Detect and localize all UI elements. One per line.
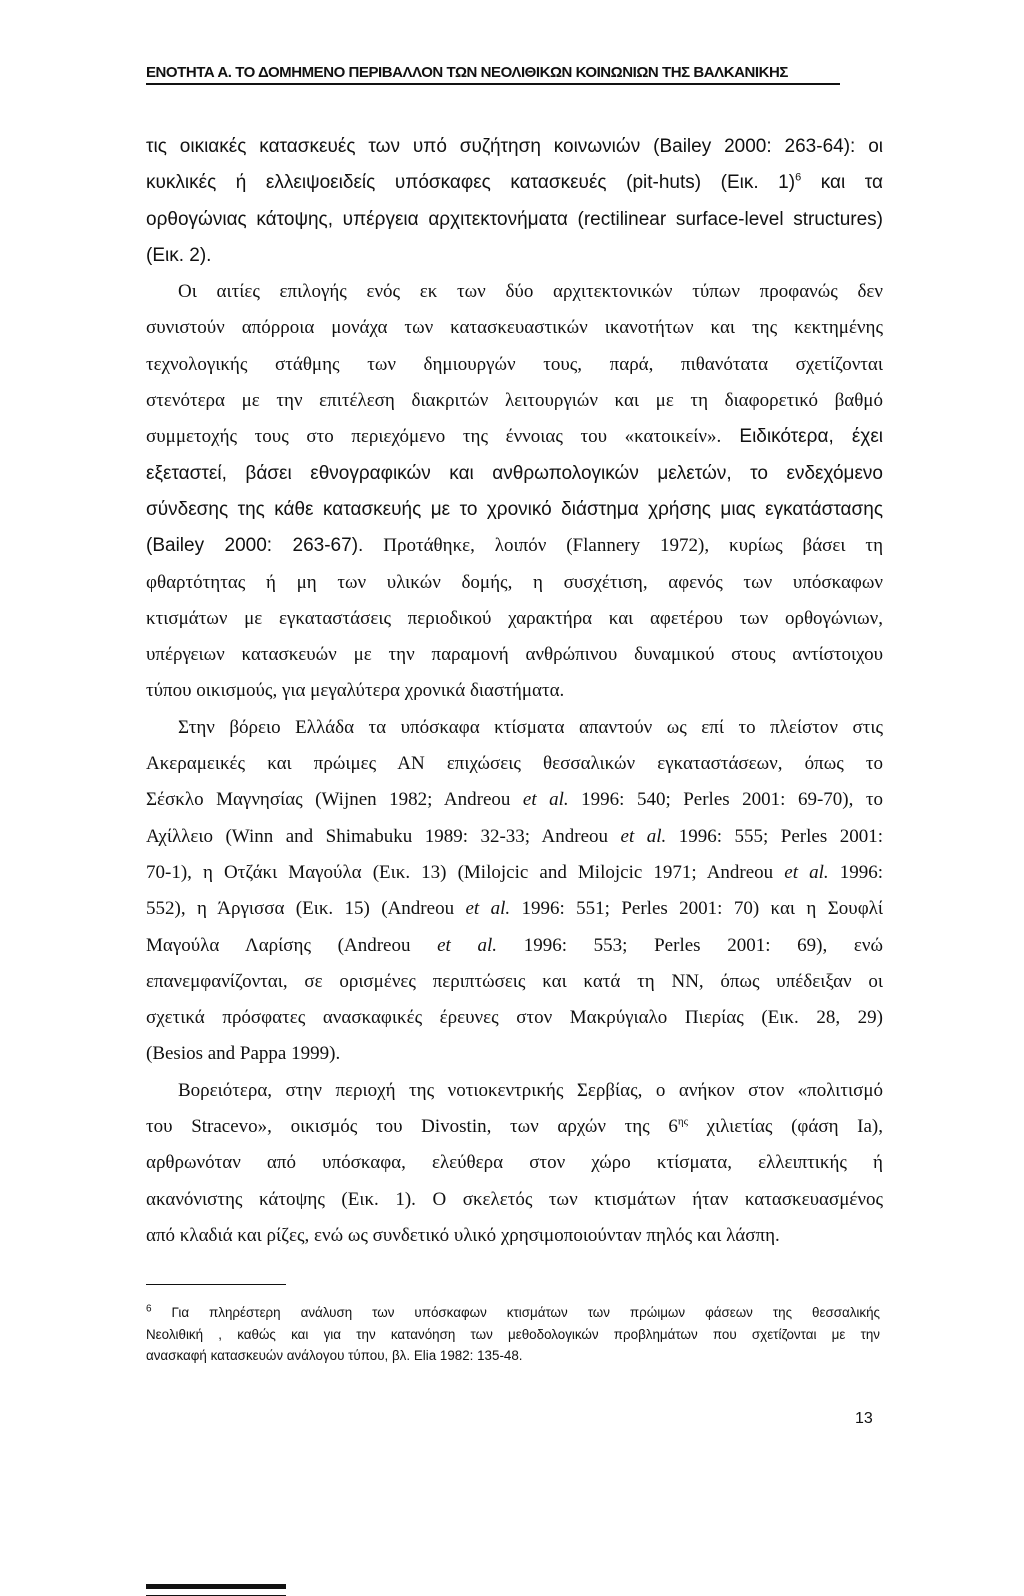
line-text: από κλαδιά και ρίζες, ενώ ως συνδετικό υλικό χρησιμοποιούνταν πηλός και λάσπη. bbox=[146, 1224, 780, 1246]
line-text: επανεμφανίζονται, σε ορισμένες περιπτώσεις και κατά τη ΝΝ, όπως υπέδειξαν οι bbox=[146, 970, 883, 992]
line-text: Βορειότερα, στην περιοχή της νοτιοκεντρικής Σερβίας, ο ανήκον στον «πολιτισμό bbox=[178, 1079, 883, 1101]
text-line bbox=[146, 274, 883, 310]
text-line bbox=[146, 202, 883, 238]
text-line bbox=[146, 710, 883, 746]
paragraph-4 bbox=[146, 1073, 883, 1254]
footnote-text-line: ανασκαφή κατασκευών ανάλογου τύπου, βλ. Elia 1982: 135-48. bbox=[146, 1348, 523, 1363]
body-text bbox=[146, 129, 883, 1254]
footnote-line bbox=[146, 1345, 880, 1367]
line-text: και τα bbox=[801, 172, 883, 194]
line-text: Σέσκλο Μαγνησίας (Wijnen 1982; Andreou bbox=[146, 789, 523, 811]
line-text: τεχνολογικής στάθμης των δημιουργών τους, παρά, πιθανότατα σχετίζονται bbox=[146, 353, 883, 375]
text-line bbox=[146, 819, 883, 855]
footnote-line bbox=[146, 1324, 880, 1346]
text-line bbox=[146, 565, 883, 601]
line-text: Ειδικότερα, έχει bbox=[721, 426, 884, 448]
text-line bbox=[146, 637, 883, 673]
footnote-onpage bbox=[146, 1302, 880, 1367]
text-line bbox=[146, 746, 883, 782]
line-text: 1996: 551; Perles 2001: 70) και η Σουφλί bbox=[510, 898, 883, 920]
line-text: Προτάθηκε, λοιπόν (Flannery 1972), κυρίως βάσει τη bbox=[363, 535, 884, 557]
footnote-text-line: Νεολιθική , καθώς και για την κατανόηση των μεθοδολογικών προβλημάτων που σχετίζονται με την bbox=[146, 1326, 880, 1342]
paragraph-3 bbox=[146, 710, 883, 1073]
line-text: φθαρτότητας ή μη των υλικών δομής, η συσχέτιση, αφενός των υπόσκαφων bbox=[146, 571, 883, 593]
text-line bbox=[146, 891, 883, 927]
line-text: τις οικιακές κατασκευές των υπό συζήτηση κοινωνιών (Bailey 2000: 263-64): οι bbox=[146, 136, 883, 157]
text-line bbox=[146, 456, 883, 492]
line-text: 1996: bbox=[828, 861, 883, 883]
line-text: 552), η Άργισσα (Εικ. 15) (Andreou bbox=[146, 898, 466, 920]
paragraph-2 bbox=[146, 274, 883, 710]
text-line bbox=[146, 928, 883, 964]
text-line bbox=[146, 383, 883, 419]
footnote-number: 6 bbox=[146, 1303, 152, 1315]
text-line bbox=[146, 238, 883, 274]
line-text: κυκλικές ή ελλειψοειδείς υπόσκαφες κατασκευές (pit-huts) (Εικ. 1) bbox=[146, 172, 796, 194]
line-text: εξεταστεί, βάσει εθνογραφικών και ανθρωπολογικών μελετών, το ενδεχόμενο bbox=[146, 462, 883, 484]
line-text: ορθογώνιας κάτοψης, υπέργεια αρχιτεκτονήματα (rectilinear surface-level structures) bbox=[146, 208, 883, 230]
footnote-line bbox=[146, 1302, 880, 1324]
footnote-separator-rule bbox=[146, 1586, 286, 1587]
text-line bbox=[146, 492, 883, 528]
line-text: (Bailey 2000: 263-67). bbox=[146, 535, 364, 557]
line-text: 1996: 553; Perles 2001: 69), ενώ bbox=[497, 934, 883, 956]
italic-text: et al. bbox=[784, 861, 829, 883]
line-text: τύπου οικισμούς, για μεγαλύτερα χρονικά διαστήματα. bbox=[146, 680, 565, 702]
text-line bbox=[146, 310, 883, 346]
line-text: 1996: 555; Perles 2001: bbox=[666, 825, 883, 847]
line-text: σχετικά πρόσφατες ανασκαφικές έρευνες στον Μακρύγιαλο Πιερίας (Εικ. 28, 29) bbox=[146, 1007, 883, 1029]
line-text: συνιστούν απόρροια μονάχα των κατασκευαστικών ικανοτήτων και της κεκτημένης bbox=[146, 317, 883, 339]
text-line bbox=[146, 528, 883, 564]
text-line bbox=[146, 601, 883, 637]
line-text: ακανόνιστης κάτοψης (Εικ. 1). Ο σκελετός των κτισμάτων ήταν κατασκευασμένος bbox=[146, 1188, 883, 1210]
italic-text: et al. bbox=[620, 825, 667, 847]
text-line bbox=[146, 1182, 883, 1218]
page-number: 13 bbox=[855, 1410, 873, 1427]
footnote-visible-rule bbox=[146, 1584, 286, 1585]
italic-text: et al. bbox=[465, 898, 511, 920]
line-text: Αχίλλειο (Winn and Shimabuku 1989: 32-33; Andreou bbox=[146, 825, 621, 847]
text-line bbox=[146, 782, 883, 818]
line-text: κτισμάτων με εγκαταστάσεις περιοδικού χαρακτήρα και αφετέρου των ορθογώνιων, bbox=[146, 607, 883, 629]
text-line bbox=[146, 964, 883, 1000]
line-text: Ακεραμεικές και πρώιμες ΑΝ επιχώσεις θεσσαλικών εγκαταστάσεων, όπως το bbox=[146, 753, 883, 775]
line-text: Μαγούλα Λαρίσης (Andreou bbox=[146, 934, 438, 956]
line-text: χιλιετίας (φάση Ia), bbox=[687, 1116, 883, 1138]
text-line bbox=[146, 129, 883, 165]
italic-text: et al. bbox=[437, 934, 498, 956]
line-text: (Besios and Pappa 1999). bbox=[146, 1043, 341, 1065]
text-line bbox=[146, 1073, 883, 1109]
line-text: αρθρωνόταν από υπόσκαφα, ελεύθερα στον χώρο κτίσματα, ελλειπτικής ή bbox=[146, 1152, 883, 1174]
line-text: 70-1), η Οτζάκι Μαγούλα (Εικ. 13) (Milojcic and Milojcic 1971; Andreou bbox=[146, 861, 785, 883]
text-line bbox=[146, 347, 883, 383]
footnote-ref: 6 bbox=[795, 171, 802, 184]
text-line bbox=[146, 1145, 883, 1181]
text-line bbox=[146, 165, 883, 201]
line-text: του Stracevo», οικισμός του Divostin, των αρχών της 6 bbox=[146, 1116, 678, 1138]
line-text: συμμετοχής τους στο περιεχόμενο της έννοιας του «κατοικείν». bbox=[146, 426, 722, 448]
line-text: Οι αιτίες επιλογής ενός εκ των δύο αρχιτεκτονικών τύπων προφανώς δεν bbox=[178, 281, 883, 303]
footnote-area-rule bbox=[146, 1588, 286, 1589]
line-text: σύνδεσης της κάθε κατασκευής με το χρονικό διάστημα χρήσης μιας εγκατάστασης bbox=[146, 498, 883, 520]
running-header: ΕΝΟΤΗΤΑ Α. ΤΟ ΔΟΜΗΜΕΝΟ ΠΕΡΙΒΑΛΛΟΝ ΤΩΝ ΝΕΟΛΙΘΙΚΩΝ ΚΟΙΝΩΝΙΩΝ ΤΗΣ ΒΑΛΚΑΝΙΚΗΣ bbox=[146, 64, 840, 85]
footnote-rule-onpage bbox=[146, 1284, 286, 1285]
italic-text: et al. bbox=[522, 789, 569, 811]
footnote-separator-main bbox=[146, 1587, 286, 1588]
line-text: υπέργειων κατασκευών με την παραμονή ανθρώπινου δυναμικού στους αντίστοιχου bbox=[146, 644, 883, 666]
line-text: Στην βόρειο Ελλάδα τα υπόσκαφα κτίσματα απαντούν ως επί το πλείστον στις bbox=[178, 716, 883, 738]
text-line bbox=[146, 1036, 883, 1072]
text-line bbox=[146, 673, 883, 709]
line-text: (Εικ. 2). bbox=[146, 244, 212, 266]
text-line bbox=[146, 1109, 883, 1145]
text-line bbox=[146, 419, 883, 455]
text-line bbox=[146, 1218, 883, 1254]
paragraph-1 bbox=[146, 129, 883, 274]
text-line bbox=[146, 855, 883, 891]
text-line bbox=[146, 1000, 883, 1036]
footnote-text-line: Για πληρέστερη ανάλυση των υπόσκαφων κτισμάτων των πρώιμων φάσεων της θεσσαλικής bbox=[151, 1305, 880, 1320]
ordinal-suffix: ης bbox=[677, 1115, 688, 1128]
line-text: στενότερα με την επιτέλεση διακριτών λειτουργιών και με τη διαφορετικό βαθμό bbox=[146, 390, 883, 412]
line-text: 1996: 540; Perles 2001: 69-70), το bbox=[568, 789, 883, 811]
